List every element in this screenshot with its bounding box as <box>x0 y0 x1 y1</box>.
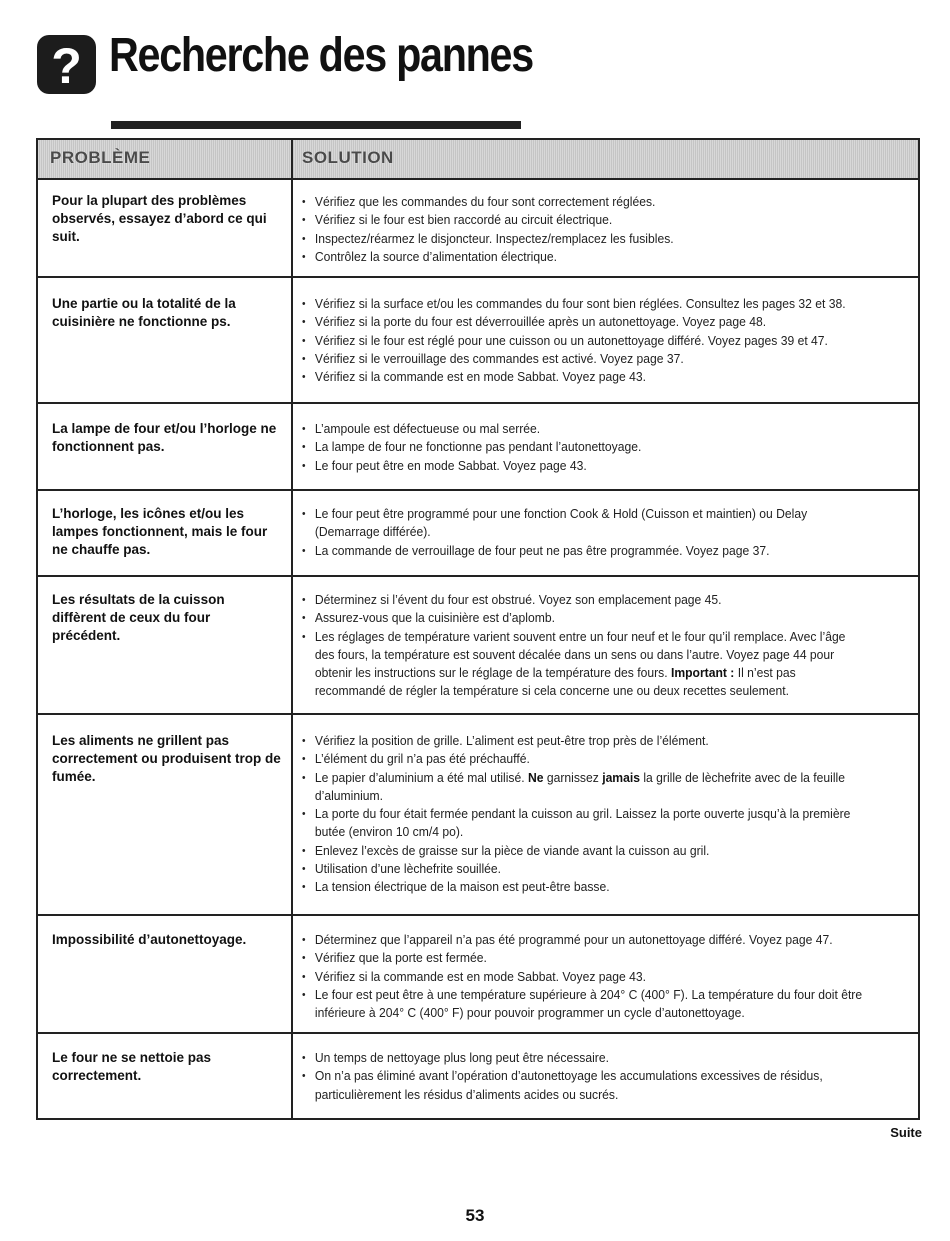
solution-item: • Vérifiez si la commande est en mode Sabbat. Voyez page 43. <box>302 368 865 386</box>
solution-item: • Vérifiez si le verrouillage des commandes est activé. Voyez page 37. <box>302 350 865 368</box>
solution-item: • La lampe de four ne fonctionne pas pendant l’autonettoyage. <box>302 438 865 456</box>
solution-cell <box>302 931 865 1022</box>
solution-item: • Utilisation d’une lèchefrite souillée. <box>302 860 865 878</box>
emphasis-jamais: jamais <box>602 769 640 785</box>
solution-item: • La commande de verrouillage de four peut ne pas être programmée. Voyez page 37. <box>302 542 865 560</box>
column-header-problem: PROBLÈME <box>50 148 151 167</box>
solution-item <box>302 769 865 806</box>
problem-cell: Les résultats de la cuisson diffèrent de ceux du four précédent. <box>52 592 225 643</box>
page-number: 53 <box>465 1206 485 1225</box>
solution-item: • L’ampoule est défectueuse ou mal serrée. <box>302 420 865 438</box>
important-label: Important : <box>670 665 735 681</box>
solution-item: • On n’a pas éliminé avant l’opération d’autonettoyage les accumulations excessives de résidus, particulièrement les résidus d’aliments acides ou sucrés. <box>302 1067 865 1104</box>
solution-item: • Vérifiez si la commande est en mode Sabbat. Voyez page 43. <box>302 968 865 986</box>
problem-cell: Pour la plupart des problèmes observés, essayez d’abord ce qui suit. <box>52 193 267 244</box>
table-row <box>38 914 918 1034</box>
solution-item: • Le four peut être programmé pour une fonction Cook & Hold (Cuisson et maintien) ou Delay (Demarrage différée). <box>302 505 865 542</box>
solution-item: • Contrôlez la source d’alimentation électrique. <box>302 248 865 266</box>
solution-item: • Déterminez que l’appareil n’a pas été programmé pour un autonettoyage différé. Voyez page 47. <box>302 931 865 949</box>
solution-item: • Enlevez l’excès de graisse sur la pièce de viande avant la cuisson au gril. <box>302 842 865 860</box>
title-underline <box>111 121 521 129</box>
table-row <box>38 276 918 404</box>
solution-item: • Vérifiez si la surface et/ou les commandes du four sont bien réglées. Consultez les pages 32 et 38. <box>302 295 865 313</box>
solution-cell <box>302 295 865 386</box>
solution-item: • Déterminez si l’évent du four est obstrué. Voyez son emplacement page 45. <box>302 591 865 609</box>
solution-item: • Le four est peut être à une température supérieure à 204° C (400° F). La température du four doit être inférieure à 204° C (400° F) pour pouvoir programmer un cycle d’autonettoyage. <box>302 986 865 1023</box>
solution-text: Les réglages de température varient souvent entre un four neuf et le four qu’il remplace. Avec l’âge des fours, la température est souvent décalée dans un sens ou dans l’autre. Voyez page 44 pour obtenir les instructions sur le réglage de la température des fours. <box>314 628 846 681</box>
solution-text: la grille de lèchefrite avec de la feuille d’aluminium. <box>314 769 846 803</box>
solution-item: • Inspectez/réarmez le disjoncteur. Inspectez/remplacez les fusibles. <box>302 230 865 248</box>
table-row <box>38 180 918 276</box>
table-row <box>38 489 918 577</box>
solution-item: • Vérifiez que les commandes du four sont correctement réglées. <box>302 193 865 211</box>
solution-cell <box>302 591 865 701</box>
emphasis-ne: Ne <box>527 769 544 785</box>
solution-text: garnissez <box>546 769 599 785</box>
solution-cell <box>302 193 865 266</box>
problem-cell: La lampe de four et/ou l’horloge ne fonctionnent pas. <box>52 421 277 454</box>
solution-item: • La tension électrique de la maison est peut-être basse. <box>302 878 865 896</box>
solution-cell <box>302 505 865 560</box>
solution-cell <box>302 732 865 897</box>
solution-item: • Vérifiez la position de grille. L’aliment est peut-être trop près de l’élément. <box>302 732 865 750</box>
solution-item: • La porte du four était fermée pendant la cuisson au gril. Laissez la porte ouverte jusqu’à la première butée (environ 10 cm/4 po). <box>302 805 865 842</box>
problem-cell: Le four ne se nettoie pas correctement. <box>52 1050 212 1083</box>
problem-cell: Impossibilité d’autonettoyage. <box>52 932 247 947</box>
troubleshooting-table <box>36 138 920 1120</box>
table-row <box>38 1032 918 1120</box>
question-icon <box>37 35 96 94</box>
table-row <box>38 713 918 916</box>
problem-cell: Une partie ou la totalité de la cuisinière ne fonctionne ps. <box>52 296 236 329</box>
table-header <box>38 140 918 180</box>
table-row <box>38 575 918 715</box>
problem-cell: L’horloge, les icônes et/ou les lampes fonctionnent, mais le four ne chauffe pas. <box>52 506 268 557</box>
solution-item: • Vérifiez que la porte est fermée. <box>302 949 865 967</box>
solution-text: Le papier d’aluminium a été mal utilisé. <box>314 769 525 785</box>
question-glyph: ? <box>51 38 82 94</box>
page-title: Recherche des pannes <box>109 29 533 82</box>
page-header <box>37 29 533 102</box>
solution-item: • Assurez-vous que la cuisinière est d’aplomb. <box>302 609 865 627</box>
solution-item: • Vérifiez si le four est réglé pour une cuisson ou un autonettoyage différé. Voyez pages 39 et 47. <box>302 332 865 350</box>
solution-item: • Le four peut être en mode Sabbat. Voyez page 43. <box>302 457 865 475</box>
column-header-solution: SOLUTION <box>302 148 394 167</box>
solution-item: • Vérifiez si la porte du four est déverrouillée après un autonettoyage. Voyez page 48. <box>302 313 865 331</box>
solution-item <box>302 628 865 701</box>
solution-item: • Un temps de nettoyage plus long peut être nécessaire. <box>302 1049 865 1067</box>
continued-label: Suite <box>890 1125 922 1140</box>
solution-cell <box>302 420 865 475</box>
solution-item: • L’élément du gril n’a pas été préchauffé. <box>302 750 865 768</box>
solution-item: • Vérifiez si le four est bien raccordé au circuit électrique. <box>302 211 865 229</box>
important-text: Il n’est pas recommandé de régler la température si cela concerne une ou deux recettes seulement. <box>314 665 796 699</box>
table-row <box>38 402 918 491</box>
problem-cell: Les aliments ne grillent pas correctement ou produisent trop de fumée. <box>52 733 281 784</box>
solution-cell <box>302 1049 865 1104</box>
